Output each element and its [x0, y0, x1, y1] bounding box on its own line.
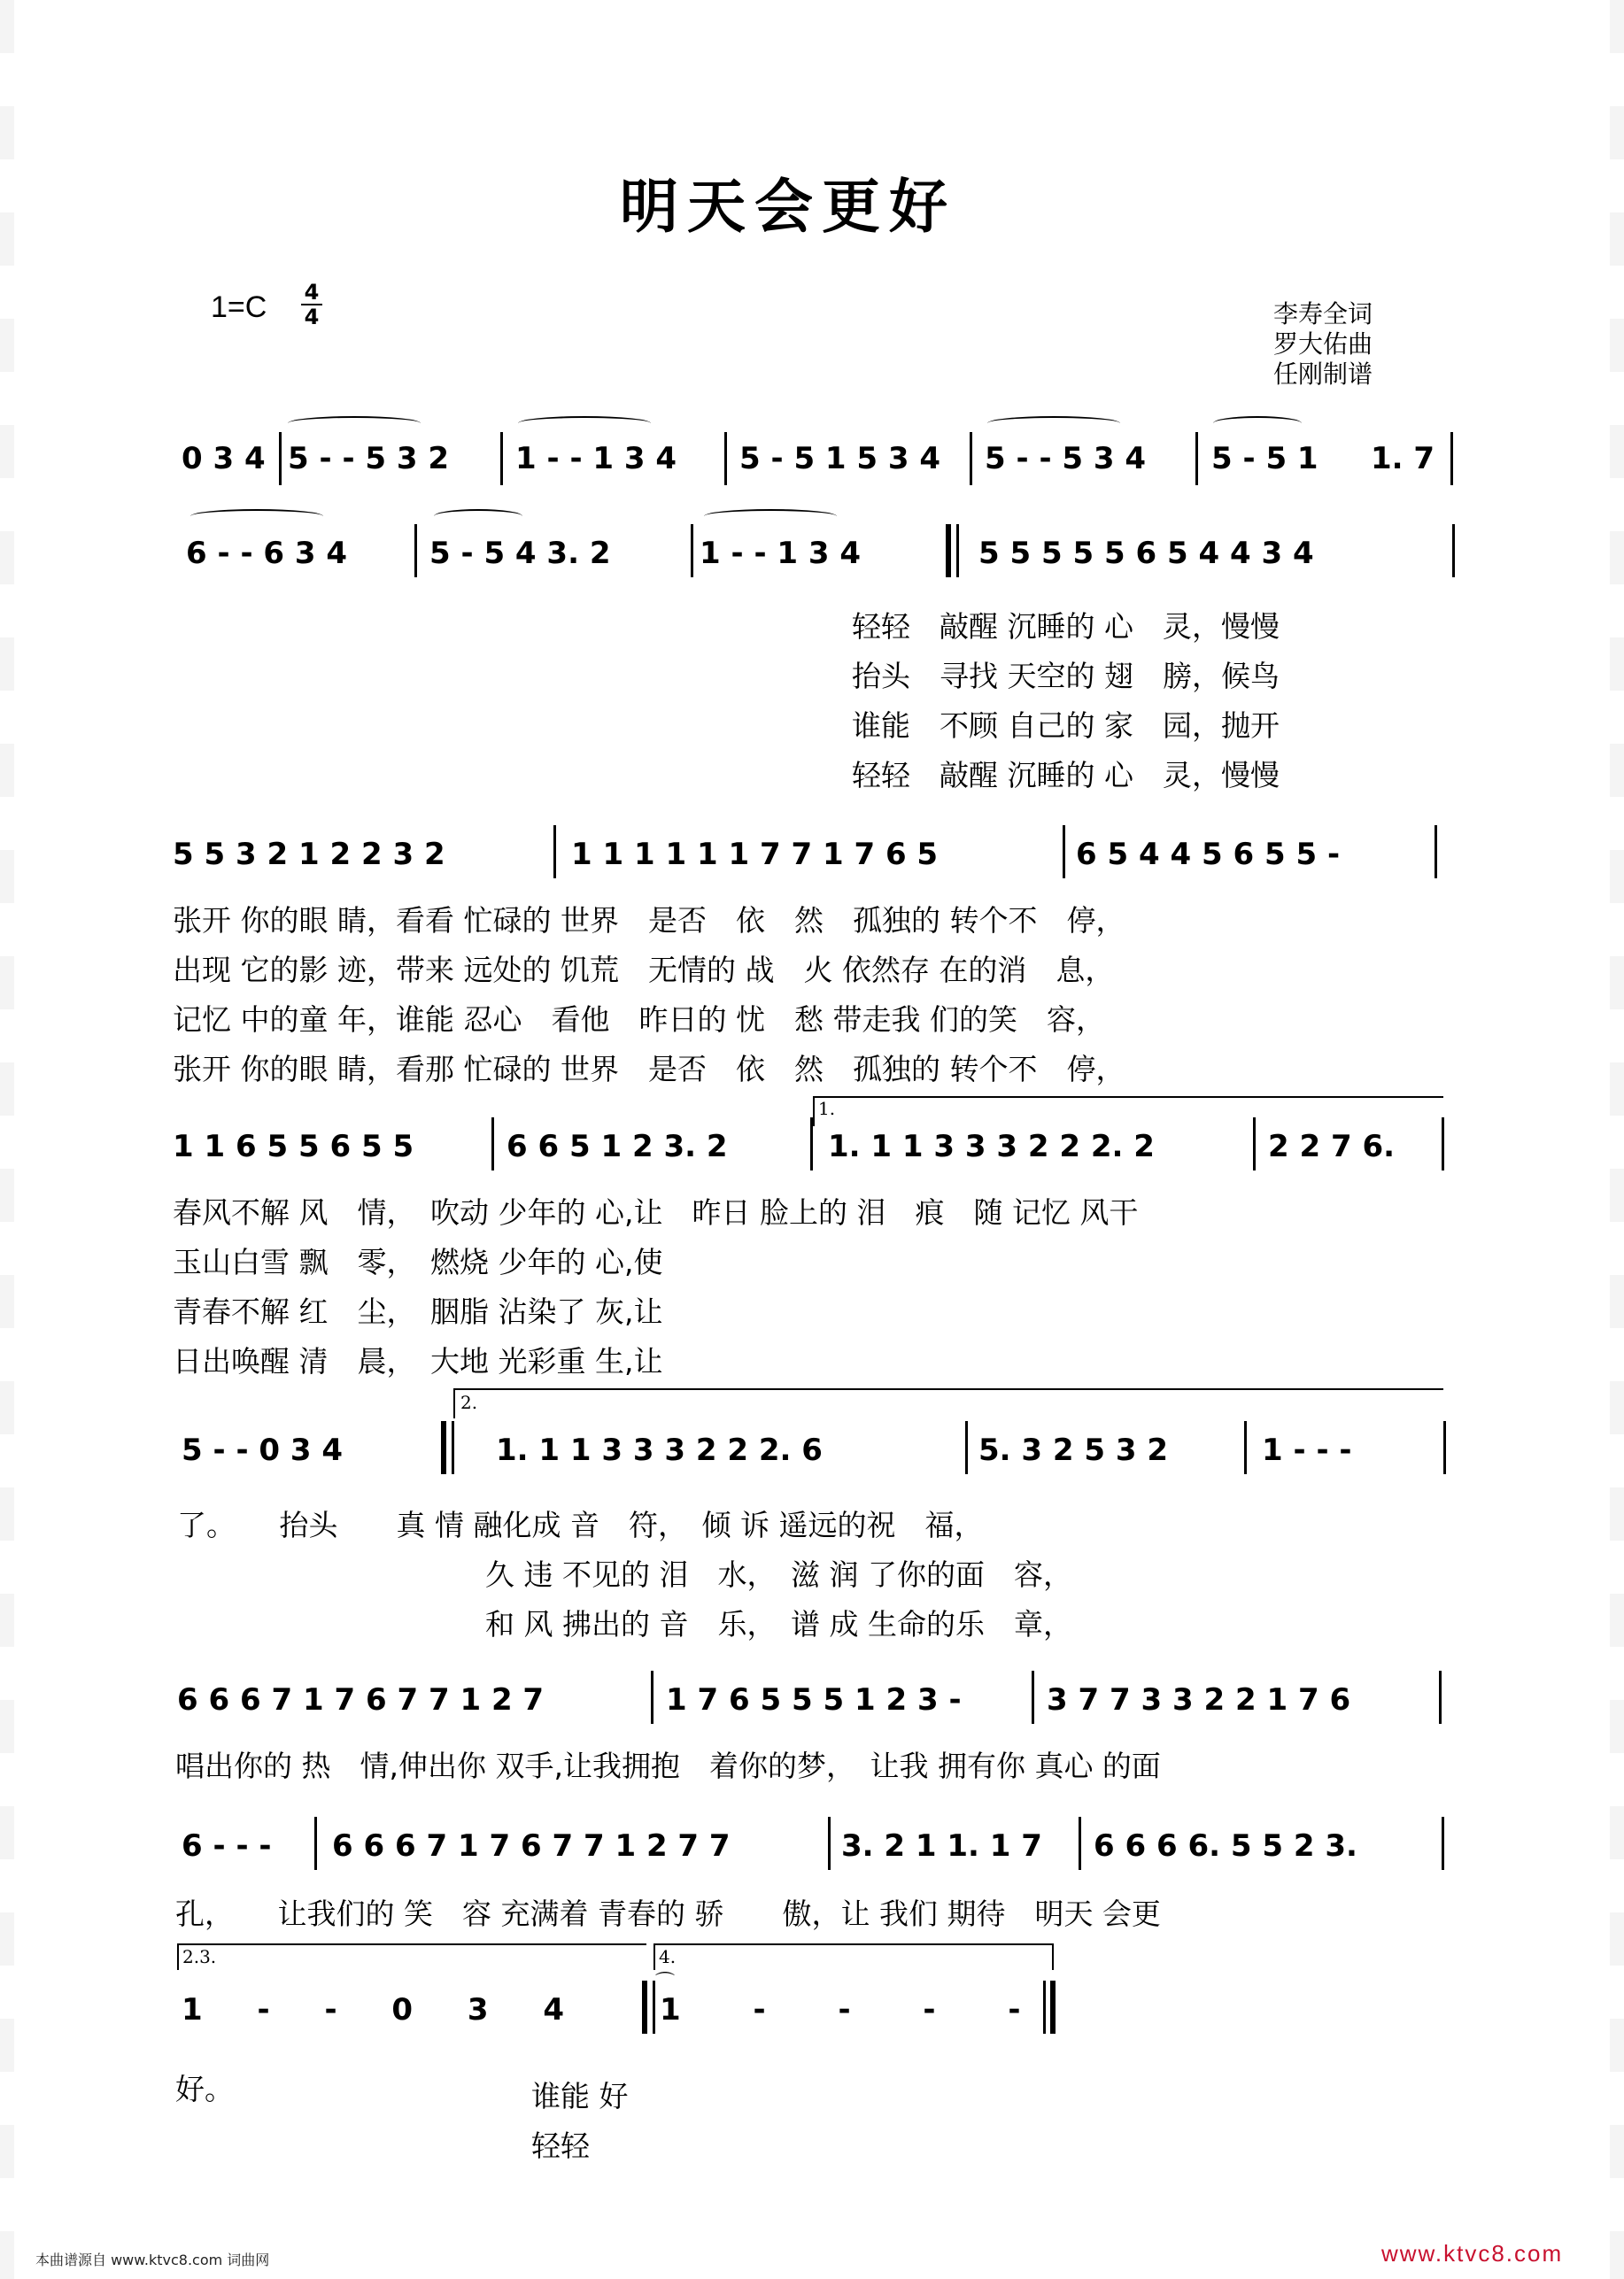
volta-1-label: 1. [818, 1098, 836, 1119]
site-brand[interactable]: www.ktvc8.com [1381, 2240, 1564, 2267]
measure: 6 - - - [182, 1828, 272, 1864]
lyric-line: 玉山白雪 飘 零， 燃烧 少年的 心,使 [173, 1245, 663, 1279]
barline [691, 524, 693, 577]
slur [704, 509, 837, 523]
lyric-line: 春风不解 风 情， 吹动 少年的 心,让 昨日 脸上的 泪 痕 随 记忆 风干 [173, 1195, 1139, 1230]
barline [553, 825, 556, 878]
barline [1442, 1817, 1444, 1870]
lyric-line: 出现 它的影 迹，带来 远处的 饥荒 无情的 战 火 依然存 在的消 息， [173, 953, 1115, 987]
verse-lyrics-system-3 [173, 896, 1125, 1094]
measure: 5 - - 5 3 4 [985, 441, 1147, 476]
barline [1435, 825, 1437, 878]
measure: 1. 1 1 3 3 3 2 2 2. 2 [828, 1129, 1155, 1164]
barline [724, 432, 727, 485]
barline [1442, 1117, 1444, 1170]
source-credit: 本曲谱源自 www.ktvc8.com 词曲网 [35, 2252, 270, 2268]
volta-23-line [177, 1943, 646, 1945]
volta-1-line [813, 1096, 1443, 1098]
time-top: 4 [304, 280, 320, 305]
measure: 1 - - 0 3 4 [182, 1992, 565, 2028]
measure: 5 - - 0 3 4 [182, 1433, 344, 1468]
repeat-start-thin [956, 524, 959, 577]
credits [1273, 299, 1373, 390]
barline [651, 1671, 653, 1724]
measure: 6 5 4 4 5 6 5 5 - [1076, 837, 1341, 872]
barline [1439, 1671, 1442, 1724]
slur [288, 416, 421, 430]
measure: 3. 2 1 1. 1 7 [841, 1828, 1042, 1864]
barline [1032, 1671, 1034, 1724]
measure: 2 2 7 6. [1268, 1129, 1396, 1164]
verse-lyrics-system-5 [177, 1501, 983, 1550]
composer-credit: 罗大佑曲 [1273, 329, 1373, 359]
system-1-notes [182, 441, 266, 476]
lyric-line: 久 违 不见的 泪 水， 滋 润 了你的面 容， [485, 1557, 1072, 1592]
measure: 6 - - 6 3 4 [186, 536, 348, 571]
repeat-start-barline [946, 524, 951, 577]
measure: 5 5 5 5 5 6 5 4 4 3 4 [978, 536, 1314, 571]
repeat-end-barline [441, 1421, 446, 1474]
measure: 1 - - - - [660, 1992, 1021, 2028]
barline [828, 1817, 831, 1870]
volta-1-tick [813, 1096, 815, 1126]
measure: 1 - - 1 3 4 [700, 536, 862, 571]
barline [1253, 1117, 1256, 1170]
repeat-barline [642, 1981, 647, 2034]
time-bottom: 4 [304, 305, 320, 329]
barline [1063, 825, 1065, 878]
fermata-icon: ⌒ [655, 1972, 676, 1994]
measure: 5 - - 5 3 2 [288, 441, 450, 476]
measure: 5 - 5 1 [1211, 441, 1319, 476]
repeat-end-thin [452, 1421, 454, 1474]
lyric-line: 谁能 不顾 自己的 家 园，抛开 [852, 708, 1280, 743]
measure: 1 - - 1 3 4 [515, 441, 677, 476]
barline [1443, 1421, 1446, 1474]
barline [810, 1117, 813, 1170]
slur [987, 416, 1120, 430]
lyric-line: 轻轻 敲醒 沉睡的 心 灵，慢慢 [852, 758, 1280, 792]
final-barline-thick [1050, 1981, 1056, 2034]
slur [518, 416, 651, 430]
barline [414, 524, 417, 577]
lyric-line: 谁能 好 [531, 2079, 629, 2113]
right-watermark-strip [1610, 0, 1624, 2279]
volta-2-label: 2. [460, 1392, 478, 1413]
lyric-line: 好。 [175, 2072, 234, 2106]
time-signature [301, 282, 322, 328]
measure: 1 - - - [1262, 1433, 1352, 1468]
barline [965, 1421, 968, 1474]
barline [1244, 1421, 1247, 1474]
slur [190, 509, 323, 523]
final-barline-thin [1043, 1981, 1046, 2034]
volta-23-label: 2.3. [182, 1946, 217, 1967]
barline [279, 432, 282, 485]
lyricist-credit: 李寿全词 [1273, 299, 1373, 328]
lyric-line: 日出唤醒 清 晨， 大地 光彩重 生,让 [173, 1344, 663, 1379]
measure: 5 - 5 4 3. 2 [429, 536, 611, 571]
lyric-line: 和 风 拂出的 音 乐， 谱 成 生命的乐 章， [485, 1607, 1072, 1642]
volta-4-end-tick [1052, 1943, 1054, 1970]
measure: 1 1 6 5 5 6 5 5 [173, 1129, 414, 1164]
barline [1079, 1817, 1081, 1870]
measure: 6 6 6 7 1 7 6 7 7 1 2 7 [177, 1682, 545, 1718]
lyric-line: 唱出你的 热 情,伸出你 双手,让我拥抱 着你的梦， 让我 拥有你 真心 的面 [175, 1749, 1161, 1783]
verse-lyrics-system-4 [173, 1188, 1138, 1387]
measure: 0 3 4 [182, 441, 266, 476]
slur [434, 509, 522, 523]
barline [491, 1117, 494, 1170]
key-signature: 1=C [211, 290, 267, 324]
song-title: 明天会更好 [620, 172, 956, 241]
lyric-line: 了。 抬头 真 情 融化成 音 符， 倾 诉 遥远的祝 福， [177, 1508, 984, 1542]
verse-lyrics-ending [175, 2072, 234, 2107]
barline [314, 1817, 317, 1870]
measure: 6 6 5 1 2 3. 2 [507, 1129, 728, 1164]
lyric-line: 记忆 中的童 年，谁能 忍心 看他 昨日的 忧 愁 带走我 们的笑 容， [173, 1002, 1105, 1037]
lyric-line: 孔， 让我们的 笑 容 充满着 青春的 骄 傲，让 我们 期待 明天 会更 [175, 1897, 1161, 1931]
left-watermark-strip [0, 0, 14, 2279]
lyric-line: 轻轻 [531, 2128, 590, 2163]
verse-lyrics-system-6 [175, 1749, 1161, 1784]
volta-23-tick [177, 1943, 179, 1970]
barline [1452, 524, 1455, 577]
verse-lyrics-ending-b [531, 2072, 629, 2171]
measure: 6 6 6 7 1 7 6 7 7 1 2 7 7 [332, 1828, 731, 1864]
lyric-line: 抬头 寻找 天空的 翅 膀，候鸟 [852, 659, 1280, 693]
barline [500, 432, 503, 485]
measure: 1. 7 [1371, 441, 1435, 476]
barline [1450, 432, 1453, 485]
volta-2-tick [453, 1388, 455, 1418]
barline [1195, 432, 1198, 485]
volta-4-tick [653, 1943, 655, 1970]
measure: 3 7 7 3 3 2 2 1 7 6 [1047, 1682, 1351, 1718]
measure: 5. 3 2 5 3 2 [978, 1433, 1169, 1468]
lyric-line: 张开 你的眼 睛，看看 忙碌的 世界 是否 依 然 孤独的 转个不 停， [173, 903, 1125, 938]
lyric-line: 轻轻 敲醒 沉睡的 心 灵，慢慢 [852, 609, 1280, 644]
measure: 1 7 6 5 5 5 1 2 3 - [666, 1682, 962, 1718]
measure: 5 5 3 2 1 2 2 3 2 [173, 837, 445, 872]
barline [970, 432, 972, 485]
volta-4-line [653, 1943, 1054, 1945]
measure: 1. 1 1 3 3 3 2 2 2. 6 [496, 1433, 823, 1468]
verse-lyrics-system-7 [175, 1897, 1161, 1932]
verse-lyrics-system-2 [852, 602, 1280, 800]
volta-4-label: 4. [659, 1946, 677, 1967]
verse-lyrics-system-5b [485, 1550, 1072, 1649]
measure: 6 6 6 6. 5 5 2 3. [1094, 1828, 1357, 1864]
measure: 5 - 5 1 5 3 4 [739, 441, 941, 476]
lyric-line: 青春不解 红 尘， 胭脂 沾染了 灰,让 [173, 1294, 663, 1329]
measure: 1 1 1 1 1 1 7 7 1 7 6 5 [571, 837, 939, 872]
slur [1213, 416, 1302, 430]
volta-2-line [453, 1388, 1443, 1390]
lyric-line: 张开 你的眼 睛，看那 忙碌的 世界 是否 依 然 孤独的 转个不 停， [173, 1052, 1125, 1086]
transcriber-credit: 任刚制谱 [1273, 359, 1373, 389]
